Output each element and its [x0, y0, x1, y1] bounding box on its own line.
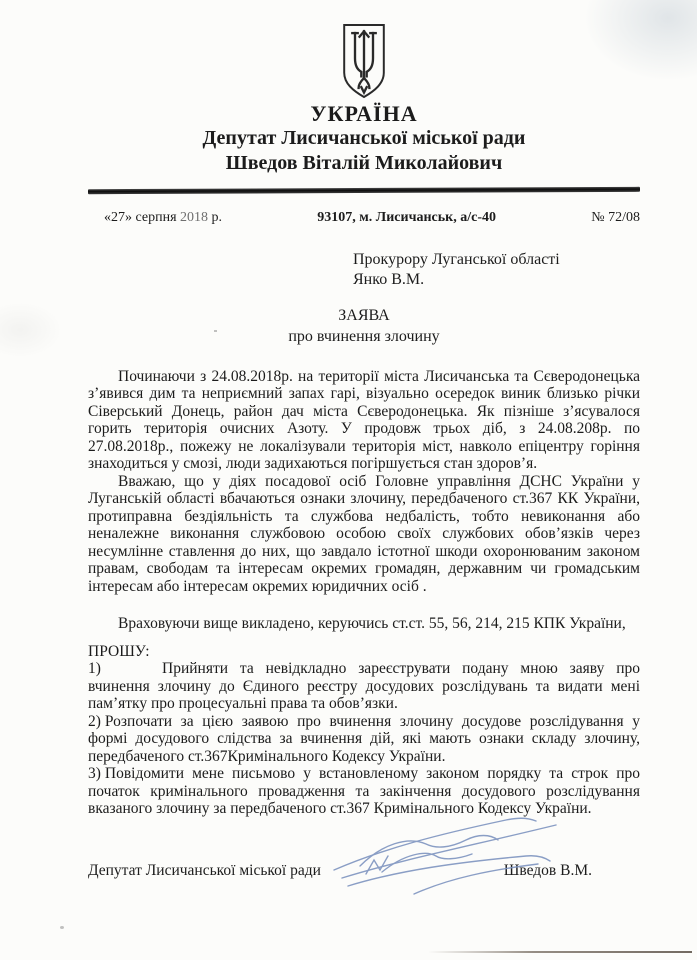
request-item-1-text: Прийняти та невідкладно зареєструвати подану мною заяву про вчинення злочину до Єдиного реєстру досудових розслідувань та видати мені пам’ятку про процесуальні права та обов’язки. — [88, 660, 640, 713]
request-item-2-text: Розпочати за цією заявою про вчинення злочину досудове розслідування у формі досудового слідства за вчинення дій, які мають ознаки складу злочину, передбаченого ст.367Кримінального Кодексу України. — [88, 712, 640, 765]
document-date — [88, 210, 222, 226]
document-title: ЗАЯВА — [338, 306, 390, 324]
scan-page-edge — [428, 951, 692, 953]
request-item-2 — [88, 713, 640, 766]
document-number: № 72/08 — [591, 209, 640, 225]
recipient-block — [353, 250, 640, 290]
date-suffix: р. — [211, 209, 223, 225]
recipient-title: Прокурору Луганської області — [353, 250, 560, 268]
paragraph-2: Вважаю, що у діях посадової осіб Головне управління ДСНС України у Луганській області вбачаються ознаки злочину, передбаченого ст.367 КК України, протиправна бездіяльність та службова недбалість, тобто невиконання або неналежне виконання службовою особою своїх службових обов’язків через несумлінне ставлення до них, що завдало істотної шкоди охоронюваним законом правам, свободам та інтересам окремих громадян, державним чи громадським інтересам або інтересам окремих юридичних осіб . — [88, 472, 640, 595]
document-body — [88, 368, 640, 818]
meta-row — [88, 210, 640, 226]
date-year: 2018 — [180, 209, 209, 225]
letterhead-divider — [88, 187, 640, 194]
request-item-3-text: Повідомити мене письмово у встановленому законом порядку та строк про початок кримінального провадження та закінчення досудового розслідування вказаного злочину за передбаченого ст.367 Кримінального Кодексу України. — [88, 765, 640, 818]
paragraph-1: Починаючи з 24.08.2018р. на території міста Лисичанська та Сєверодонецька з’явився дим та неприємний запах гарі, візуально осередок виник близько річки Сіверський Донець, район дач міста Сєверодонецька. Як пізніше з’ясувалося горить територія очисних Азоту. У продовж трьох діб, з 24.08.208р. по 27.08.2018р., пожежу не локалізували територія міст, навколо епіцентру горіння знаходиться у смозі, люди задихаються погіршується стан здоров’я. — [88, 367, 640, 473]
letterhead-title-line1: Депутат Лисичанської міської ради — [202, 127, 526, 150]
paragraph-3: Враховуючи вище викладено, керуючись ст.ст. 55, 56, 214, 215 КПК України, — [118, 615, 626, 633]
subject-block — [88, 306, 640, 348]
scan-speck — [214, 330, 217, 332]
document-subtitle: про вчинення злочину — [288, 327, 440, 345]
signature-row — [88, 862, 640, 880]
signer-name: Шведов В.М. — [503, 861, 592, 879]
letterhead — [88, 0, 640, 193]
date-day-month: «27» серпня — [104, 209, 177, 225]
request-item-1 — [88, 660, 640, 713]
sender-address: 93107, м. Лисичанськ, а/с-40 — [317, 209, 496, 225]
coat-of-arms-icon — [337, 22, 391, 100]
request-heading: ПРОШУ: — [88, 642, 150, 660]
country-name: УКРАЇНА — [310, 101, 418, 126]
request-item-3-number: 3) — [88, 765, 101, 783]
signer-position: Депутат Лисичанської міської ради — [88, 861, 321, 879]
scan-speck — [60, 926, 64, 929]
letterhead-title-line2: Шведов Віталій Миколайович — [225, 151, 503, 174]
request-item-2-number: 2) — [88, 712, 101, 730]
request-item-1-number: 1) — [88, 660, 101, 678]
request-item-3 — [88, 765, 640, 818]
recipient-name: Янко В.М. — [353, 270, 425, 288]
document-content — [88, 0, 640, 880]
